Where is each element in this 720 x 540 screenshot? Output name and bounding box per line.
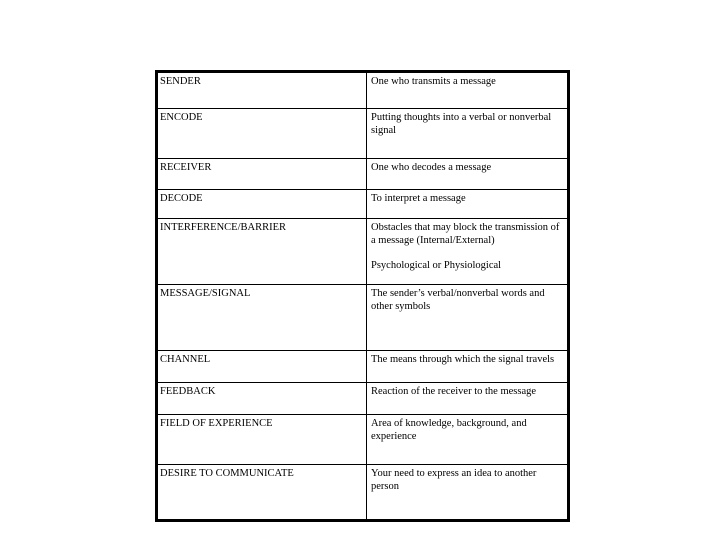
definition-cell: One who decodes a message — [367, 159, 568, 190]
term-cell: MESSAGE/SIGNAL — [158, 285, 367, 351]
definition-extra-text: Psychological or Physiological — [371, 260, 502, 271]
glossary-table-container — [155, 70, 570, 522]
table-row — [158, 109, 568, 159]
term-cell: DECODE — [158, 190, 367, 219]
table-row — [158, 219, 568, 285]
definition-cell: The means through which the signal travels — [367, 351, 568, 383]
glossary-table — [157, 72, 568, 520]
term-cell: ENCODE — [158, 109, 367, 159]
table-row — [158, 465, 568, 520]
definition-cell — [367, 219, 568, 285]
definition-cell: One who transmits a message — [367, 73, 568, 109]
table-row — [158, 285, 568, 351]
definition-cell: Your need to express an idea to another person — [367, 465, 568, 520]
term-cell: FEEDBACK — [158, 383, 367, 415]
definition-cell: Area of knowledge, background, and experience — [367, 415, 568, 465]
table-row — [158, 73, 568, 109]
table-row — [158, 159, 568, 190]
term-cell: RECEIVER — [158, 159, 367, 190]
table-row — [158, 351, 568, 383]
term-cell: SENDER — [158, 73, 367, 109]
table-row — [158, 190, 568, 219]
definition-cell: Reaction of the receiver to the message — [367, 383, 568, 415]
definition-cell: The sender’s verbal/nonverbal words and other symbols — [367, 285, 568, 351]
table-row — [158, 415, 568, 465]
definition-text: Obstacles that may block the transmission of a message (Internal/External) — [371, 222, 560, 246]
term-cell: DESIRE TO COMMUNICATE — [158, 465, 367, 520]
term-cell: FIELD OF EXPERIENCE — [158, 415, 367, 465]
definition-cell: Putting thoughts into a verbal or nonverbal signal — [367, 109, 568, 159]
term-cell: CHANNEL — [158, 351, 367, 383]
term-cell: INTERFERENCE/BARRIER — [158, 219, 367, 285]
table-row — [158, 383, 568, 415]
definition-cell: To interpret a message — [367, 190, 568, 219]
